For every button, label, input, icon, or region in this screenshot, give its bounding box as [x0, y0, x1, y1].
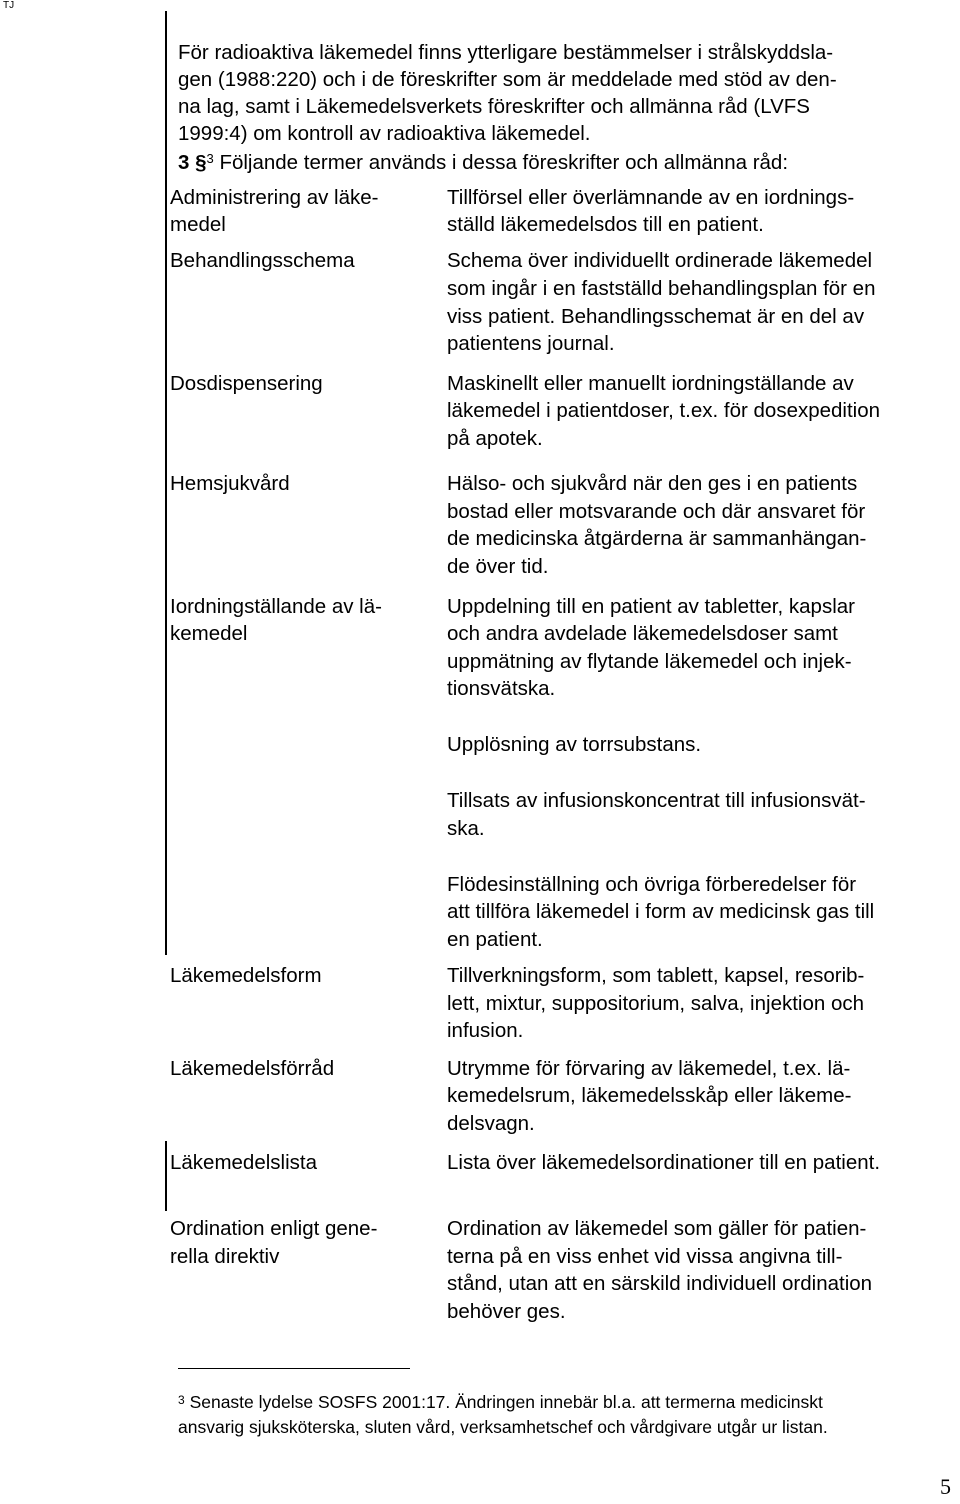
term-definition: Tillförsel eller överlämnande av en iordnings- [447, 186, 855, 209]
term-definition: som ingår i en fastställd behandlingsplan för en [447, 277, 876, 300]
term-definition-extra: att tillföra läkemedel i form av medicinsk gas till [447, 900, 875, 923]
term-definition: bostad eller motsvarande och där ansvaret för [447, 500, 866, 523]
term-definition: Maskinellt eller manuellt iordningställande av [447, 372, 854, 395]
term-definition-extra: Upplösning av torrsubstans. [447, 733, 702, 756]
footnote-text: ansvarig sjuksköterska, sluten vård, verksamhetschef och vårdgivare utgår ur listan. [178, 1417, 828, 1437]
section-text: Följande termer används i dessa föreskrifter och allmänna råd: [219, 151, 789, 174]
term-definition-extra: ska. [447, 817, 485, 840]
term-label: Hemsjukvård [170, 472, 290, 495]
term-label: medel [170, 213, 226, 236]
term-label: Behandlingsschema [170, 249, 355, 272]
term-definition: de över tid. [447, 555, 549, 578]
intro-line: gen (1988:220) och i de föreskrifter som är meddelade med stöd av den- [178, 68, 837, 91]
term-definition: infusion. [447, 1019, 524, 1042]
term-definition: Hälso- och sjukvård när den ges i en patients [447, 472, 858, 495]
footnote-separator [178, 1368, 410, 1369]
term-definition: uppmätning av flytande läkemedel och injek- [447, 650, 852, 673]
footnote-text: Senaste lydelse SOSFS 2001:17. Ändringen innebär bl.a. att termerna medicinskt [189, 1392, 823, 1412]
term-definition-extra: en patient. [447, 928, 543, 951]
section-number: 3 § [178, 151, 207, 174]
term-definition: och andra avdelade läkemedelsdoser samt [447, 622, 838, 645]
term-label: kemedel [170, 622, 248, 645]
intro-line: 1999:4) om kontroll av radioaktiva läkemedel. [178, 122, 591, 145]
term-definition-extra: Flödesinställning och övriga förberedelser för [447, 873, 857, 896]
term-definition: stånd, utan att en särskild individuell ordination [447, 1272, 873, 1295]
term-definition: lett, mixtur, suppositorium, salva, injektion och [447, 992, 865, 1015]
page-number: 5 [940, 1474, 951, 1499]
term-definition: Tillverkningsform, som tablett, kapsel, resorib- [447, 964, 865, 987]
term-definition: terna på en viss enhet vid vissa angivna till- [447, 1245, 843, 1268]
term-definition-extra: Tillsats av infusionskoncentrat till infusionsvät- [447, 789, 866, 812]
change-bar-top [165, 11, 167, 955]
term-definition: ställd läkemedelsdos till en patient. [447, 213, 764, 236]
term-label: Läkemedelsform [170, 964, 322, 987]
corner-mark: TJ [3, 0, 15, 11]
intro-line: För radioaktiva läkemedel finns ytterligare bestämmelser i strålskyddsla- [178, 41, 834, 64]
term-definition: behöver ges. [447, 1300, 566, 1323]
change-bar-bottom [165, 1141, 167, 1211]
term-definition: patientens journal. [447, 332, 615, 355]
term-definition: på apotek. [447, 427, 543, 450]
term-definition: Ordination av läkemedel som gäller för patien- [447, 1217, 867, 1240]
footnote-marker: 3 [178, 1393, 185, 1407]
term-label: Ordination enligt gene- [170, 1217, 378, 1240]
term-label: Läkemedelslista [170, 1151, 317, 1174]
footnote-reference: 3 [206, 151, 214, 166]
term-definition: Uppdelning till en patient av tabletter, kapslar [447, 595, 855, 618]
intro-line: na lag, samt i Läkemedelsverkets föreskrifter och allmänna råd (LVFS [178, 95, 810, 118]
term-label: Läkemedelsförråd [170, 1057, 335, 1080]
term-label: Iordningställande av lä- [170, 595, 382, 618]
term-definition: Schema över individuellt ordinerade läkemedel [447, 249, 873, 272]
term-definition: Lista över läkemedelsordinationer till en patient. [447, 1151, 881, 1174]
term-definition: kemedelsrum, läkemedelsskåp eller läkeme- [447, 1084, 852, 1107]
term-definition: viss patient. Behandlingsschemat är en del av [447, 305, 865, 328]
term-definition: läkemedel i patientdoser, t.ex. för dosexpedition [447, 399, 881, 422]
section-heading [178, 149, 788, 177]
term-definition: Utrymme för förvaring av läkemedel, t.ex. lä- [447, 1057, 851, 1080]
term-label: Administrering av läke- [170, 186, 379, 209]
footnote-first-line [178, 1390, 823, 1414]
term-label: Dosdispensering [170, 372, 323, 395]
term-definition: delsvagn. [447, 1112, 535, 1135]
term-definition: de medicinska åtgärderna är sammanhängan- [447, 527, 867, 550]
term-definition: tionsvätska. [447, 677, 556, 700]
term-label: rella direktiv [170, 1245, 280, 1268]
